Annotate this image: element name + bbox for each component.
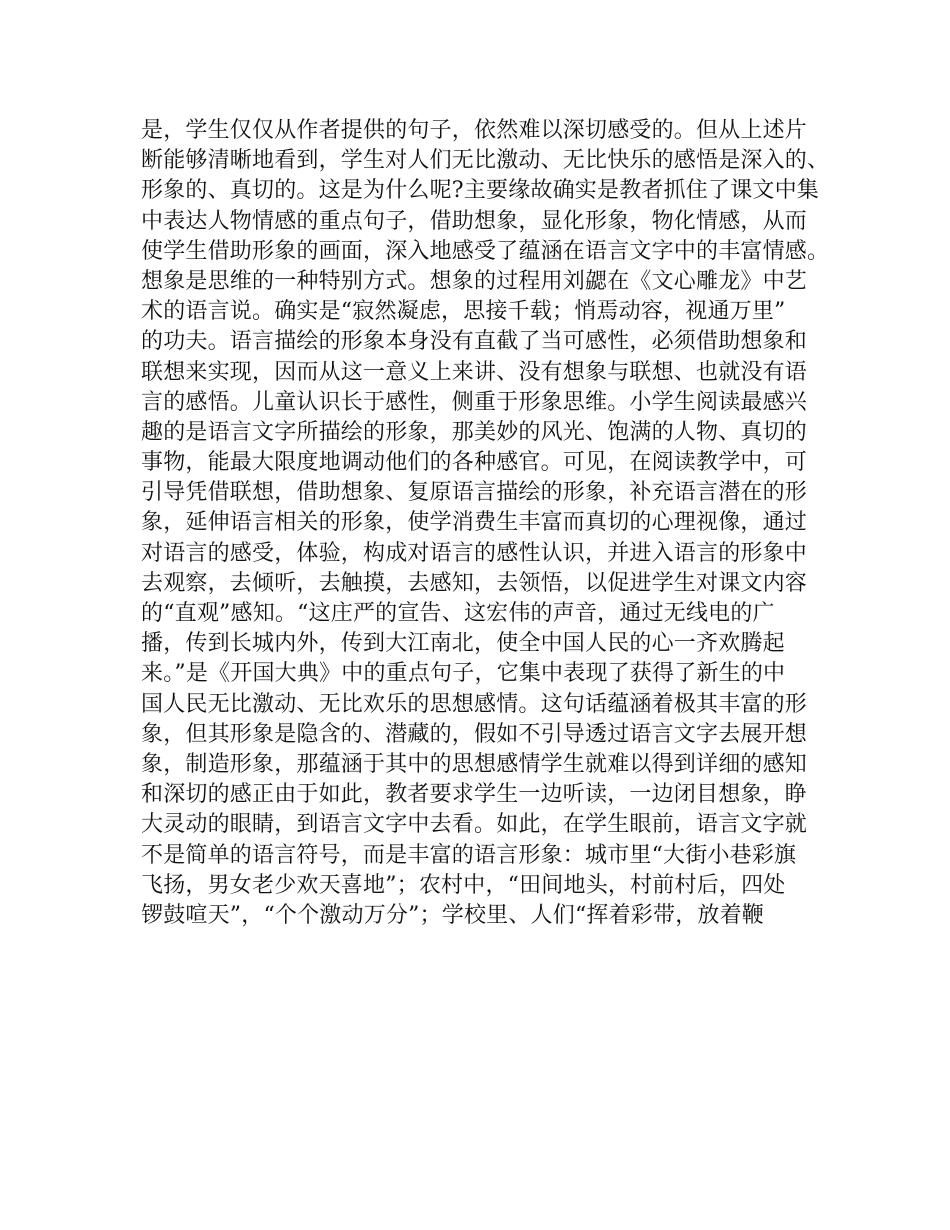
text-line: 对语言的感受，体验，构成对语言的感性认识，并进入语言的形象中 (141, 540, 808, 566)
text-line: 的“直观”感知。“这庄严的宣告、这宏伟的声音，通过无线电的广 (141, 601, 775, 626)
text-line: 使学生借助形象的画面，深入地感受了蕴涵在语言文字中的丰富情感。 (141, 238, 830, 264)
text-line: 去观察，去倾听，去触摸，去感知，去领悟，以促进学生对课文内容 (141, 570, 808, 596)
text-line: 大灵动的眼睛，到语言文字中去看。如此，在学生眼前，语言文字就 (141, 812, 808, 838)
text-line: 联想来实现，因而从这一意义上来讲、没有想象与联想、也就没有语 (141, 359, 808, 385)
text-line: 中表达人物情感的重点句子，借助想象，显化形象，物化情感，从而 (141, 208, 808, 234)
text-line: 断能够清晰地看到，学生对人们无比激动、无比快乐的感悟是深入的、 (141, 148, 830, 174)
text-line: 引导凭借联想，借助想象、复原语言描绘的形象，补充语言潜在的形 (141, 480, 808, 506)
text-line: 国人民无比激动、无比欢乐的思想感情。这句话蕴涵着极其丰富的形 (141, 691, 808, 717)
text-line: 来。”是《开国大典》中的重点句子，它集中表现了获得了新生的中 (141, 661, 786, 687)
text-line: 飞扬，男女老少欢天喜地”；农村中，“田间地头，村前村后，四处 (141, 872, 786, 898)
text-line: 象，延伸语言相关的形象，使学消费生丰富而真切的心理视像，通过 (141, 510, 808, 536)
text-line: 术的语言说。确实是“寂然凝虑，思接千载；悄焉动容，视通万里” (141, 299, 786, 325)
text-line: 的功夫。语言描绘的形象本身没有直截了当可感性，必须借助想象和 (141, 329, 808, 355)
body-text (141, 116, 841, 931)
text-line: 锣鼓喧天”，“个个激动万分”；学校里、人们“挥着彩带，放着鞭 (141, 902, 764, 928)
text-line: 象，但其形象是隐含的、潜藏的，假如不引导透过语言文字去展开想 (141, 721, 808, 747)
text-line: 趣的是语言文字所描绘的形象，那美妙的风光、饱满的人物、真切的 (141, 419, 808, 445)
text-line: 不是简单的语言符号，而是丰富的语言形象：城市里“大街小巷彩旗 (141, 842, 797, 868)
text-line: 想象是思维的一种特别方式。想象的过程用刘勰在《文心雕龙》中艺 (141, 268, 808, 294)
text-line: 和深切的感正由于如此，教者要求学生一边听读，一边闭目想象，睁 (141, 782, 808, 808)
text-line: 事物，能最大限度地调动他们的各种感官。可见，在阅读教学中，可 (141, 450, 808, 476)
text-line: 播，传到长城内外，传到大江南北，使全中国人民的心一齐欢腾起 (141, 631, 785, 657)
text-line: 形象的、真切的。这是为什么呢?主要缘故确实是教者抓住了课文中集 (141, 178, 819, 204)
text-line: 是，学生仅仅从作者提供的句子，依然难以深切感受的。但从上述片 (141, 118, 808, 143)
text-line: 言的感悟。儿童认识长于感性，侧重于形象思维。小学生阅读最感兴 (141, 389, 808, 415)
text-line: 象，制造形象，那蕴涵于其中的思想感情学生就难以得到详细的感知 (141, 751, 808, 777)
